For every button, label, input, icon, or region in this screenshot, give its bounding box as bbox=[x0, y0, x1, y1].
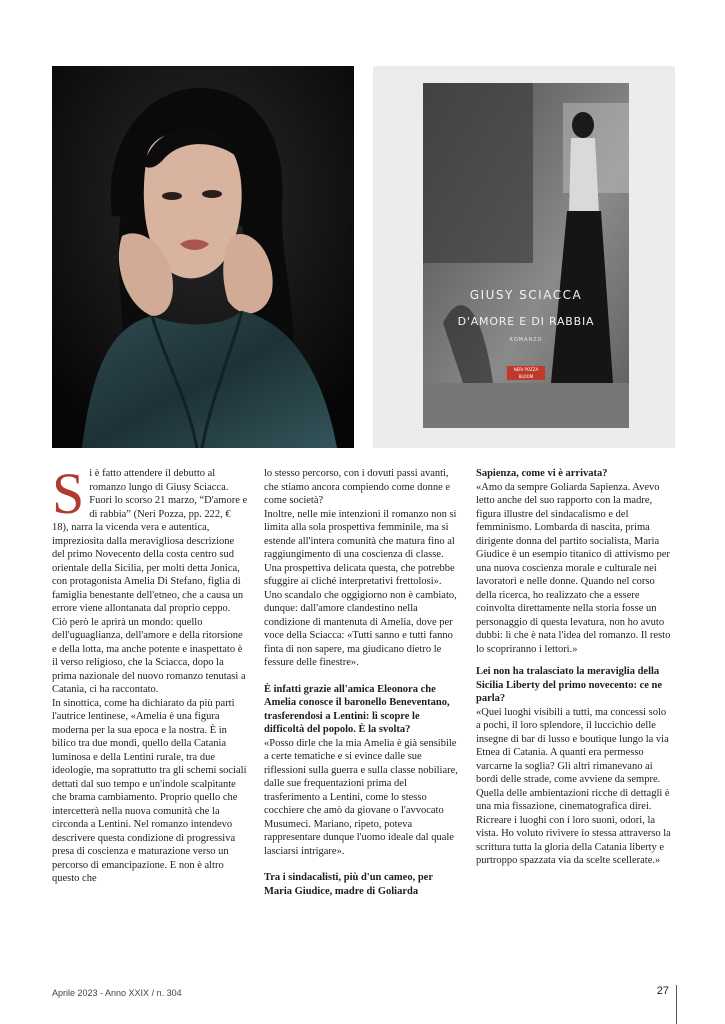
cover-publisher-logo: NERI POZZA BLOOM bbox=[507, 366, 545, 380]
interview-question: Lei non ha tralasciato la meraviglia della Sicilia Liberty del primo novecento: ce ne parla? bbox=[476, 666, 663, 704]
page-number: 27 bbox=[656, 985, 669, 997]
interview-answer: «Quei luoghi visibili a tutti, ma concessi solo a pochi, il loro splendore, il luccichio delle insegne di bar di lusso e boutique lungo la via Etnea di Catania. A quanti era permesso varcarne la soglia? Gli altri rimanevano ai bordi delle strade, come avviene da sempre. Quella delle ambientazioni ricche di dettagli è una mia fissazione, cinematografica direi. Ricreare i luoghi con i loro suoni, odori, la vista. Ho voluto rivivere io stessa attraverso la scrittura tutta la gloria della Catania liberty e purtroppo spazzata via da scelte scellerate.» bbox=[476, 706, 671, 866]
portrait-illustration bbox=[52, 66, 354, 448]
interview-question: È infatti grazie all'amica Eleonora che Amelia conosce il baronello Beneventano, trasferendosi a Lentini: lì scopre le difficoltà del popolo. È la svolta? bbox=[264, 683, 450, 735]
article-paragraph: Inoltre, nelle mie intenzioni il romanzo non si limita alla sola prospettiva femminile, ma si estende all'intera comunità che matura fino al raggiungimento di una coscienza di classe. Una prospettiva delicata questa, che potrebbe sfuggire ai cliché interpretativi frettolosi». bbox=[264, 508, 457, 587]
drop-cap: S bbox=[52, 461, 85, 526]
article-paragraph: Ciò però le aprirà un mondo: quello dell'uguaglianza, dell'amore e della ritorsione e della lotta, ma anche potente e inaspettato è il verso religioso, che la Sciacca, dopo la prima nazionale del nuovo romanzo tenutasi a Catania, ci ha raccontato. bbox=[52, 616, 246, 695]
article-paragraph: Si è fatto attendere il debutto al romanzo lungo di Giusy Sciacca. Fuori lo scorso 21 marzo, “D'amore e di rabbia” (Neri Pozza, pp. 222, € 18), narra la vicenda vera e autentica, impreziosita dalla meravigliosa descrizione del primo Novecento della costa centro sud orientale della Sicilia, per molti detta Jonica, con protagonista Amelia Di Stefano, figlia di famiglia benestante dell'etneo, che a causa un errore viene allontanata dal proprio ceppo. bbox=[52, 461, 248, 614]
article-paragraph: lo stesso percorso, con i dovuti passi avanti, che stiamo ancora compiendo come donne e come società? bbox=[264, 468, 451, 506]
article-paragraph: In sinottica, come ha dichiarato da più parti l'autrice lentinese, «Amelia è una figura moderna per la sua epoca e la nostra. È in bilico tra due mondi, quello della Catania luminosa e della Lentini rurale, tra due ideologie, ma soprattutto tra gli schemi sociali dettati dal suo tempo e un'indole scalpitante che brama cambiamento. Proprio quello che intercetterà nella nuova comunità che la circonda a Lentini. Nel romanzo intendevo descrivere questa condizione di progressiva presa di coscienza e maturazione verso un percorso di emancipazione. E non è altro questo che bbox=[52, 697, 247, 884]
issue-info: Aprile 2023 - Anno XXIX / n. 304 bbox=[52, 988, 182, 998]
interview-question: Tra i sindacalisti, più d'un cameo, per Maria Giudice, madre di Goliarda bbox=[264, 872, 433, 897]
cover-subtitle: ROMANZO bbox=[509, 337, 543, 343]
book-cover bbox=[423, 83, 629, 428]
interview-question-continued: Sapienza, come vi è arrivata? bbox=[476, 468, 608, 479]
cover-title: D'AMORE E DI RABBIA bbox=[457, 315, 595, 328]
article-paragraph: Uno scandalo che oggigiorno non è cambiato, dunque: dall'amore clandestino nella condizione di mantenuta di Amelia, dove per voce della Sciacca: «Tutti sanno e tutti fanno finta di non sapere, ma giudicano dietro le fessure delle finestre». bbox=[264, 589, 457, 668]
article-column-1 bbox=[52, 461, 248, 886]
interview-answer: «Posso dirle che la mia Amelia è già sensibile a certe tematiche e si evince dalle sue riflessioni sulla guerra e sulla classe nobiliare, dalle sue frequentazioni prima del trasferimento a Lentini, come lo stesso cocchiere che amò da giovane o l'avvocato Musumeci. Mariano, ripeto, poteva rappresentare dunque l'uomo ideale dal quale lasciarsi intrigare». bbox=[264, 737, 458, 857]
article-column-2 bbox=[264, 467, 460, 898]
article-column-3 bbox=[476, 467, 672, 868]
author-portrait bbox=[52, 66, 354, 448]
footer-divider bbox=[676, 985, 677, 1024]
interview-answer: «Amo da sempre Goliarda Sapienza. Avevo letto anche del suo rapporto con la madre, figura illustre del sindacalismo e del femminismo. Lombarda di nascita, prima dirigente donna del partito socialista, Maria Giudice è un esempio titanico di attivismo per una nuova coscienza morale e culturale nei lavoratori e nelle donne. Quando nel corso della ricerca, ho realizzato che a essere coinvolta direttamente nella storia fosse un personaggio di questa levatura, non ho avuto dubbi: lì che è nata l'idea del romanzo. Il resto lo scopriranno i lettori.» bbox=[476, 481, 671, 655]
cover-author: GIUSY SCIACCA bbox=[469, 288, 583, 302]
